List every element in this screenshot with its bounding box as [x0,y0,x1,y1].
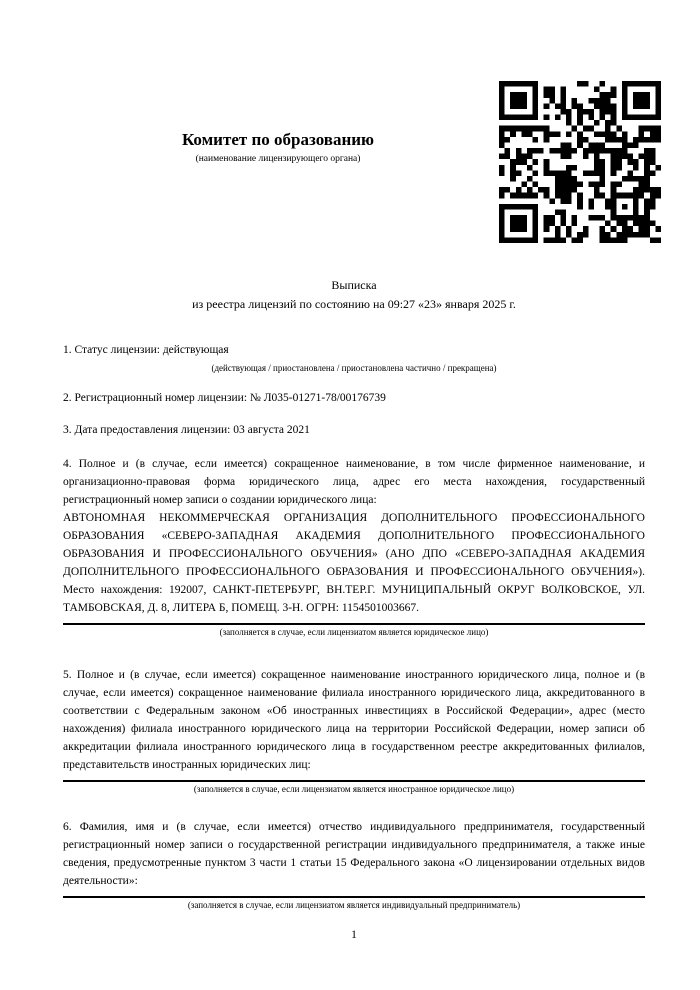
legal-entity-blank-line [63,623,645,625]
document-title-line1: Выписка [331,278,377,292]
field-grant-date [63,423,645,438]
document-title-line2: из реестра лицензий по состоянию на 09:27 «23» января 2025 г. [192,297,516,311]
legal-entity-value: АВТОНОМНАЯ НЕКОММЕРЧЕСКАЯ ОРГАНИЗАЦИЯ ДОПОЛНИТЕЛЬНОГО ПРОФЕССИОНАЛЬНОГО ОБРАЗОВАНИЯ «СЕВЕРО-ЗАПАДНАЯ АКАДЕМИЯ ДОПОЛНИТЕЛЬНОГО ПРОФЕССИОНАЛЬНОГО ОБРАЗОВАНИЯ И ПРОФЕССИОНАЛЬНОГО ОБУЧЕНИЯ» (АНО ДПО «СЕВЕРО-ЗАПАДНАЯ АКАДЕМИЯ ДОПОЛНИТЕЛЬНОГО ПРОФЕССИОНАЛЬНОГО ОБРАЗОВАНИЯ И ПРОФЕССИОНАЛЬНОГО ОБУЧЕНИЯ»). Место нахождения: 192007, САНКТ-ПЕТЕРБУРГ, ВН.ТЕР.Г. МУНИЦИПАЛЬНЫЙ ОКРУГ ВОЛКОВСКОЕ, УЛ. ТАМБОВСКАЯ, Д. 8, ЛИТЕРА Б, ПОМЕЩ. 3-Н. ОГРН: 1154501003667. [63,512,645,614]
foreign-entity-blank-line [63,780,645,782]
document-title [63,276,645,314]
individual-entrepreneur-blank-line [63,896,645,898]
page-number: 1 [351,929,357,941]
legal-entity-label: 4. Полное и (в случае, если имеется) сокращенное наименование, в том числе фирменное наименование, и организационно-правовая форма юридического лица, адрес его места нахождения, государственный регистрационный номер записи о создании юридического лица: [63,458,645,506]
qr-code-icon [499,81,661,243]
field-legal-entity [63,455,645,637]
field-individual-entrepreneur [63,818,645,910]
individual-entrepreneur-footnote: (заполняется в случае, если лицензиатом является индивидуальный предприниматель) [187,900,521,910]
authority-caption: (наименование лицензирующего органа) [195,154,361,164]
license-status-text: 1. Статус лицензии: действующая [63,344,229,356]
registration-number-text: 2. Регистрационный номер лицензии: № Л035-01271-78/00176739 [63,392,386,404]
field-license-status [63,343,645,373]
foreign-entity-footnote: (заполняется в случае, если лицензиатом является иностранное юридическое лицо) [193,784,515,794]
field-foreign-entity [63,666,645,794]
licensing-authority-header [63,129,493,164]
foreign-entity-label: 5. Полное и (в случае, если имеется) сокращенное наименование иностранного юридического лица, полное и (в случае, если имеется) сокращенное наименование филиала иностранного юридического лица, аккредитованного в соответствии с Федеральным законом «Об иностранных инвестициях в Российской Федерации», адрес (место нахождения) филиала иностранного юридического лица на территории Российской Федерации, номер записи об аккредитации филиала иностранного юридического лица в государственном реестре аккредитованных филиалов, представительств иностранных юридических лиц: [63,669,645,771]
legal-entity-footnote: (заполняется в случае, если лицензиатом является юридическое лицо) [219,627,489,637]
individual-entrepreneur-label: 6. Фамилия, имя и (в случае, если имеется) отчество индивидуального предпринимателя, государственный регистрационный номер записи о государственной регистрации индивидуального предпринимателя, а также иные сведения, предусмотренные пунктом 3 части 1 статьи 15 Федерального закона «О лицензировании отдельных видов деятельности»: [63,821,645,887]
license-status-caption: (действующая / приостановлена / приостановлена частично / прекращена) [211,363,497,373]
grant-date-text: 3. Дата предоставления лицензии: 03 августа 2021 [63,424,310,436]
field-registration-number [63,391,645,406]
authority-name: Комитет по образованию [181,130,375,149]
